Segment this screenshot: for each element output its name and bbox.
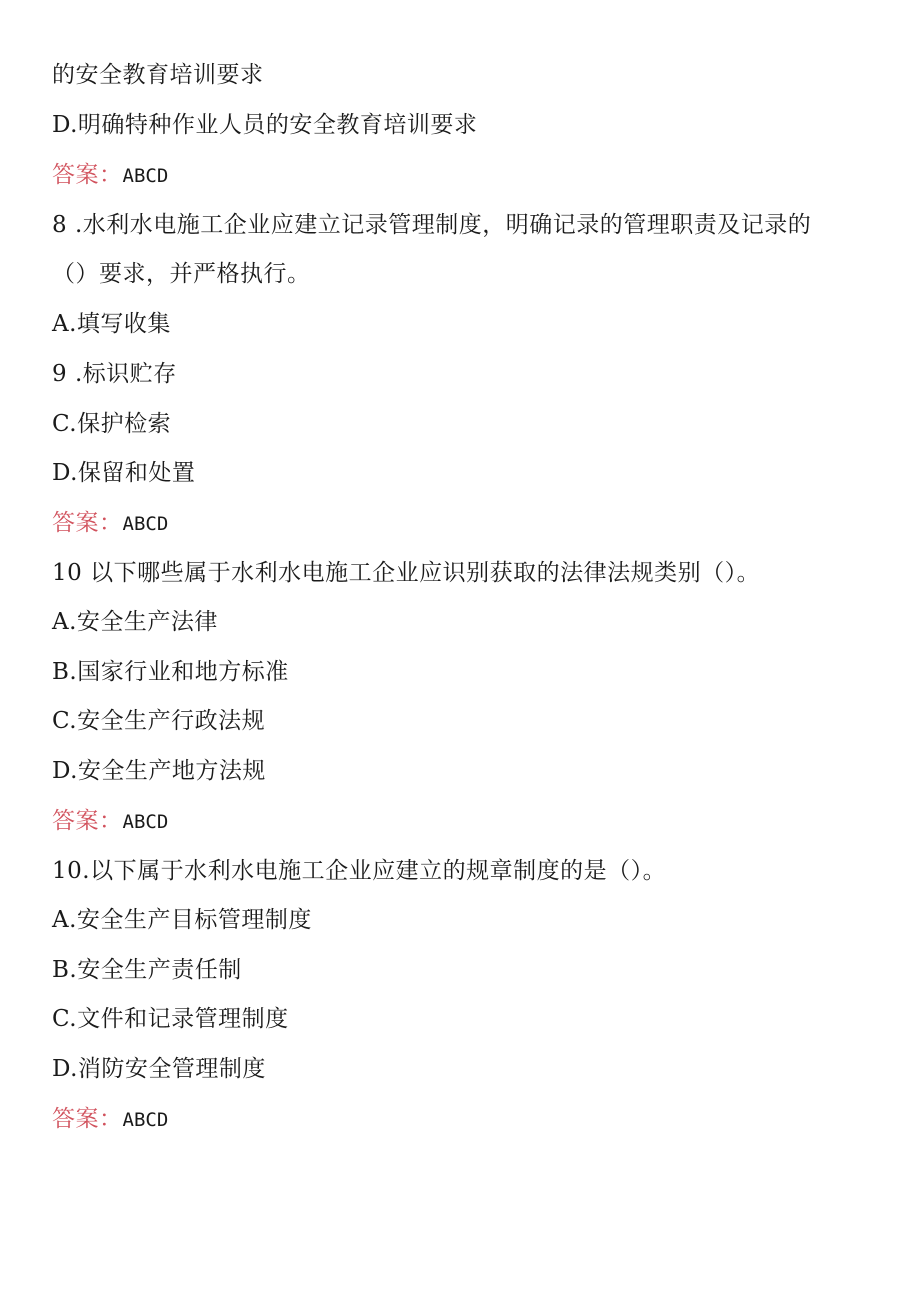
option-d: D.保留和处置 xyxy=(52,460,196,486)
option-d: D.明确特种作业人员的安全教育培训要求 xyxy=(52,112,478,138)
option-a: A.填写收集 xyxy=(52,311,171,337)
answer-value: ABCD xyxy=(122,165,169,187)
answer-line xyxy=(52,806,168,837)
option-c: C.安全生产行政法规 xyxy=(52,708,266,734)
option-b: 9 .标识贮存 xyxy=(52,361,177,387)
option-a: A.安全生产目标管理制度 xyxy=(52,907,312,933)
answer-line xyxy=(52,160,168,191)
question-10b-text: 10.以下属于水利水电施工企业应建立的规章制度的是（）。 xyxy=(52,858,667,884)
option-c: C.文件和记录管理制度 xyxy=(52,1006,289,1032)
answer-label: 答案： xyxy=(52,1106,123,1132)
answer-label: 答案： xyxy=(52,510,123,536)
option-d: D.安全生产地方法规 xyxy=(52,758,266,784)
question-10-text: 10 以下哪些属于水利水电施工企业应识别获取的法律法规类别（）。 xyxy=(52,560,761,586)
answer-label: 答案： xyxy=(52,162,123,188)
answer-value: ABCD xyxy=(122,1109,169,1131)
answer-value: ABCD xyxy=(122,811,169,833)
question-8-text-continuation: （）要求，并严格执行。 xyxy=(52,261,311,287)
option-c: C.保护检索 xyxy=(52,411,172,437)
answer-line xyxy=(52,508,168,539)
answer-line xyxy=(52,1104,168,1135)
option-text-continuation: 的安全教育培训要求 xyxy=(52,62,264,88)
answer-label: 答案： xyxy=(52,808,123,834)
option-a: A.安全生产法律 xyxy=(52,609,218,635)
option-b: B.安全生产责任制 xyxy=(52,957,242,983)
option-d: D.消防安全管理制度 xyxy=(52,1056,266,1082)
option-b: B.国家行业和地方标准 xyxy=(52,659,289,685)
question-8-text: 8 .水利水电施工企业应建立记录管理制度，明确记录的管理职责及记录的 xyxy=(52,212,812,238)
answer-value: ABCD xyxy=(122,513,169,535)
